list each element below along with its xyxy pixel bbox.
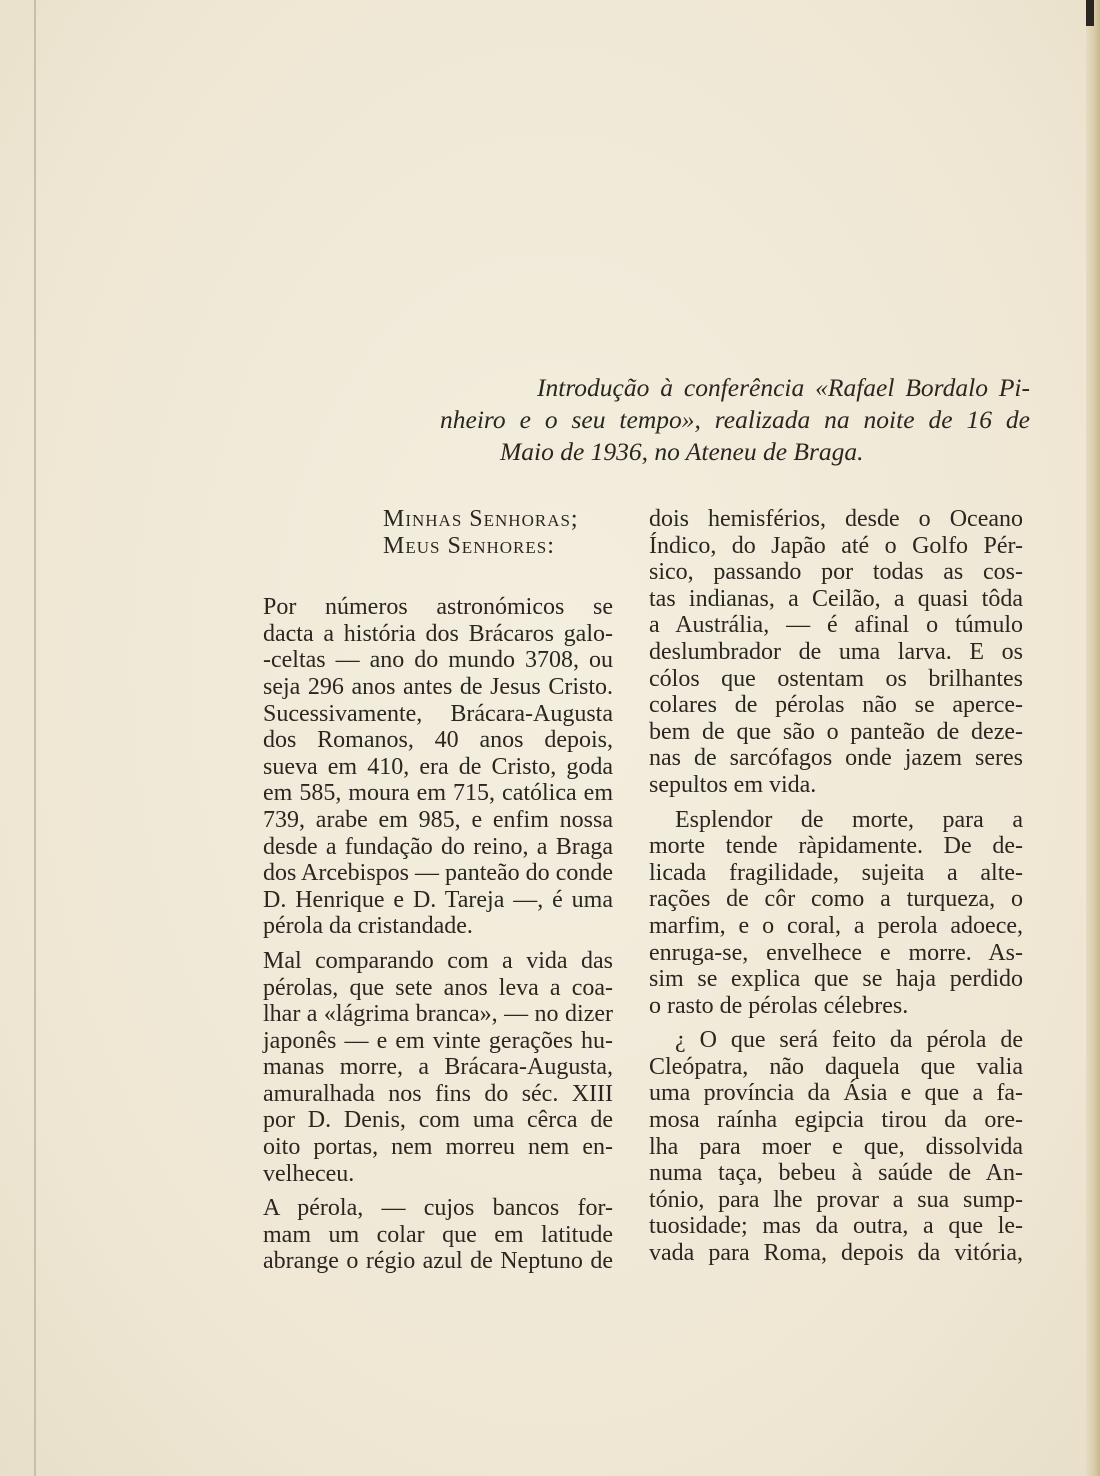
text-line: Índico, do Japão até o Golfo Pér- (649, 532, 1023, 559)
text-line: dos Arcebispos — panteão do conde (263, 860, 613, 887)
text-line: vada para Roma, depois da vitória, (649, 1240, 1023, 1267)
text-line: manas morre, a Brácara-Augusta, (263, 1054, 613, 1081)
text-line: Sucessivamente, Brácara-Augusta (263, 700, 613, 727)
text-line: sico, passando por todas as cos- (649, 559, 1023, 586)
text-line: licada fragilidade, sujeita a alte- (649, 859, 1023, 886)
text-line: cólos que ostentam os brilhantes (649, 665, 1023, 692)
text-line: D. Henrique e D. Tareja —, é uma (263, 886, 613, 913)
paragraph (263, 948, 613, 1187)
text-line: A pérola, — cujos bancos for- (263, 1195, 613, 1222)
text-line: japonês — e em vinte gerações hu- (263, 1027, 613, 1054)
introduction-note (440, 372, 1030, 468)
paragraph (649, 506, 1023, 799)
text-line: pérola da cristandade. (263, 913, 473, 940)
text-line: tuosidade; mas da outra, a que le- (649, 1213, 1023, 1240)
text-line: marfim, e o coral, a perola adoece, (649, 912, 1023, 939)
text-line: Por números astronómicos se (263, 594, 613, 621)
intro-line: Introdução à conferência «Rafael Bordalo Pi- (537, 373, 1030, 402)
page-right-edge (1086, 0, 1100, 1476)
text-line: Mal comparando com a vida das (263, 947, 613, 974)
text-line: mosa raínha egipcia tirou da ore- (649, 1107, 1023, 1134)
text-line: por D. Denis, com uma cêrca de (263, 1107, 613, 1134)
text-line: uma província da Ásia e que a fa- (649, 1080, 1023, 1107)
intro-line: Maio de 1936, no Ateneu de Braga. (500, 437, 864, 466)
text-line: seja 296 anos antes de Jesus Cristo. (263, 673, 613, 700)
text-line: numa taça, bebeu à saúde de An- (649, 1160, 1023, 1187)
corner-mark (1086, 0, 1094, 26)
paragraph (649, 807, 1023, 1020)
text-line: tónio, para lhe provar a sua sump- (649, 1186, 1023, 1213)
text-line: ¿ O que será feito da pérola de (675, 1027, 1023, 1054)
left-column (263, 506, 613, 1275)
text-line: colares de pérolas não se aperce- (649, 692, 1023, 719)
text-line: mam um colar que em latitude (263, 1221, 613, 1248)
text-line: 739, arabe em 985, e enfim nossa (263, 806, 613, 833)
salutation-gentlemen: Meus Senhores: (383, 532, 555, 559)
text-line: desde a fundação do reino, a Braga (263, 833, 613, 860)
paragraph (263, 594, 613, 940)
text-line: o rasto de pérolas célebres. (649, 992, 909, 1019)
text-line: sueva em 410, era de Cristo, goda (263, 753, 613, 780)
text-line: dacta a história dos Brácaros galo- (263, 620, 613, 647)
text-line: bem de que são o panteão de deze- (649, 718, 1023, 745)
salutation-ladies: Minhas Senhoras; (383, 506, 579, 532)
text-line: -celtas — ano do mundo 3708, ou (263, 647, 613, 674)
text-line: velheceu. (263, 1160, 355, 1187)
text-line: Cleópatra, não daquela que valia (649, 1053, 1023, 1080)
text-line: tas indianas, a Ceilão, a quasi tôda (649, 585, 1023, 612)
text-line: abrange o régio azul de Neptuno de (263, 1248, 613, 1275)
text-line: dos Romanos, 40 anos depois, (263, 727, 613, 754)
text-line: sim se explica que se haja perdido (649, 966, 1023, 993)
paragraph (263, 1195, 613, 1275)
text-line: Esplendor de morte, para a (675, 806, 1023, 833)
text-line: sepultos em vida. (649, 771, 817, 798)
text-line: a Austrália, — é afinal o túmulo (649, 612, 1023, 639)
text-line: nas de sarcófagos onde jazem seres (649, 745, 1023, 772)
intro-line: nheiro e o seu tempo», realizada na noite de 16 de (440, 405, 1030, 434)
text-line: em 585, moura em 715, católica em (263, 780, 613, 807)
text-line: amuralhada nos fins do séc. XIII (263, 1080, 613, 1107)
text-line: morte tende ràpidamente. De de- (649, 833, 1023, 860)
text-line: dois hemisférios, desde o Oceano (649, 506, 1023, 532)
paragraph (649, 1027, 1023, 1266)
text-line: lha para moer e que, dissolvida (649, 1133, 1023, 1160)
right-column (649, 506, 1023, 1267)
text-line: deslumbrador de uma larva. E os (649, 638, 1023, 665)
text-line: rações de côr como a turqueza, o (649, 886, 1023, 913)
text-line: enruga-se, envelhece e morre. As- (649, 939, 1023, 966)
page-left-border (34, 0, 36, 1476)
text-line: pérolas, que sete anos leva a coa- (263, 974, 613, 1001)
text-line: lhar a «lágrima branca», — no dizer (263, 1001, 613, 1028)
text-line: oito portas, nem morreu nem en- (263, 1134, 613, 1161)
